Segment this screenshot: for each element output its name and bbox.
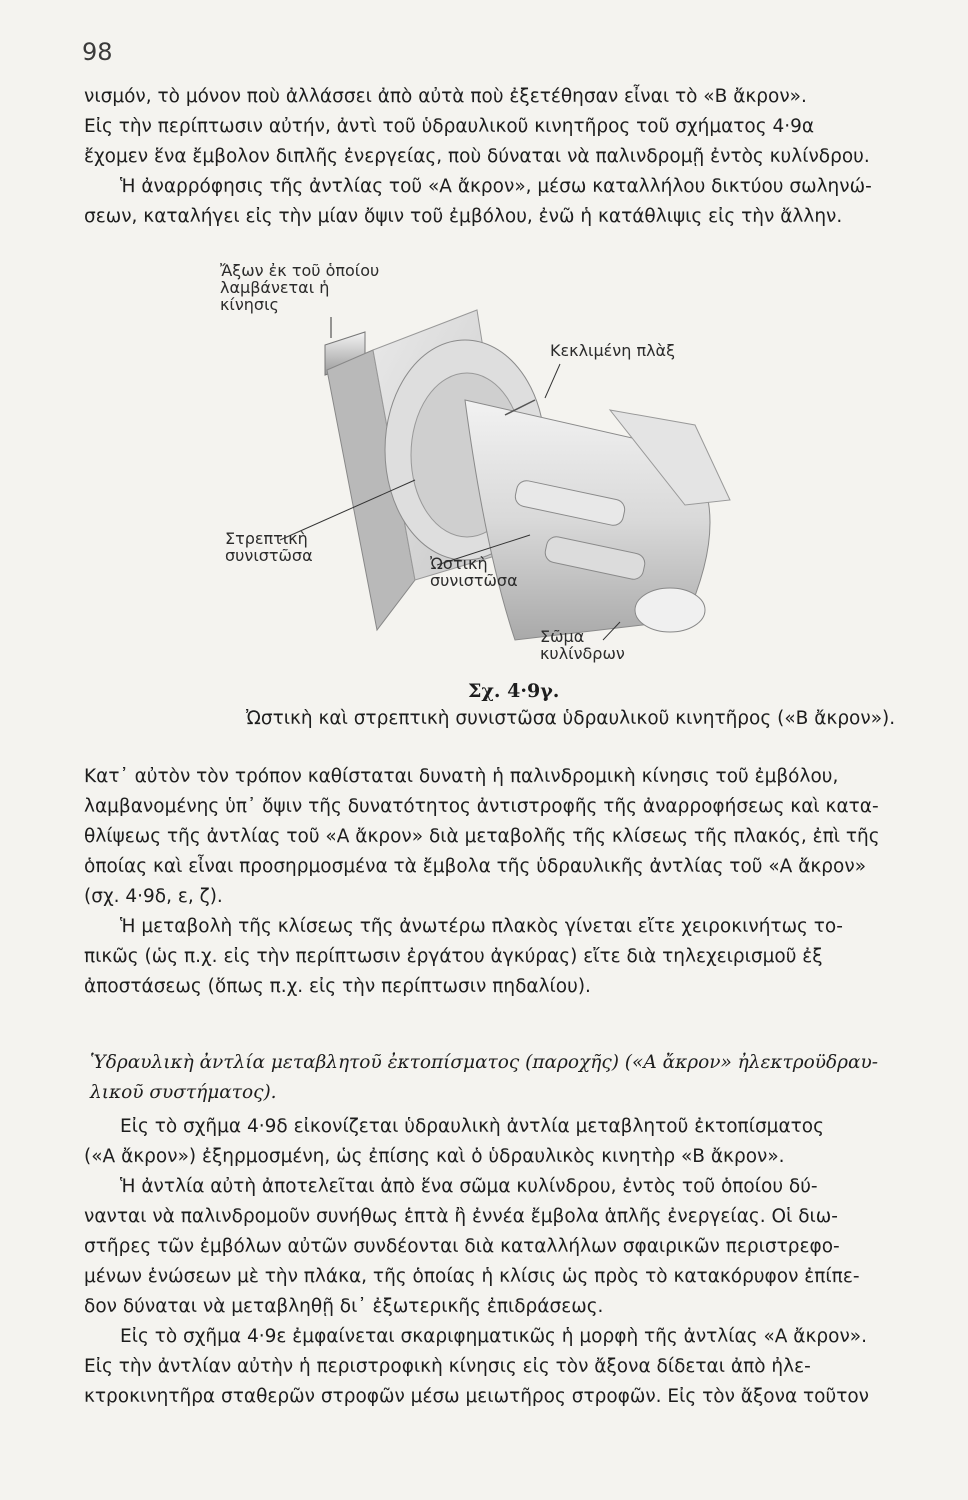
text-line: λαμβανομένης ὑπ᾽ ὄψιν τῆς δυνατότητος ἀντιστροφῆς τῆς ἀναρροφήσεως καὶ κατα- — [84, 796, 879, 817]
label-shaft: Ἄξων ἐκ τοῦ ὁποίου λαμβάνεται ἡ κίνησις — [220, 261, 380, 314]
heading-line: Ὑδραυλικὴ ἀντλία μεταβλητοῦ ἐκτοπίσματος (παροχῆς) («Α ἄκρον» ἠλεκτροϋδραυ- — [90, 1052, 879, 1073]
figure-caption: Ὠστικὴ καὶ στρεπτικὴ συνιστῶσα ὑδραυλικοῦ κινητῆρος («Β ἄκρον»). — [246, 708, 896, 729]
hydraulic-motor-illustration — [215, 250, 735, 670]
paragraph-4 — [84, 1112, 960, 1172]
text-line: μένων ἑνώσεων μὲ τὴν πλάκα, τῆς ὁποίας ἡ κλίσις ὡς πρὸς τὸ κατακόρυφον ἐπίπε- — [84, 1266, 860, 1287]
text-line: Εἰς τὸ σχῆμα 4·9δ εἰκονίζεται ὑδραυλικὴ ἀντλία μεταβλητοῦ ἐκτοπίσματος — [120, 1116, 824, 1137]
text-line: («Α ἄκρον») ἐξηρμοσμένη, ὡς ἐπίσης καὶ ὁ ὑδραυλικὸς κινητὴρ «Β ἄκρον». — [84, 1146, 785, 1167]
cylinder-bore — [635, 588, 705, 632]
text-line: κτροκινητῆρα σταθερῶν στροφῶν μέσω μειωτῆρος στροφῶν. Εἰς τὸν ἄξονα τοῦτον — [84, 1386, 869, 1407]
text-line: ἔχομεν ἕνα ἔμβολον διπλῆς ἐνεργείας, ποὺ δύναται νὰ παλινδρομῇ ἐντὸς κυλίνδρου. — [84, 146, 870, 167]
text-line: Εἰς τὸ σχῆμα 4·9ε ἐμφαίνεται σκαριφηματικῶς ἡ μορφὴ τῆς ἀντλίας «Α ἄκρον». — [120, 1326, 868, 1347]
text-line: νανται νὰ παλινδρομοῦν συνήθως ἑπτὰ ἢ ἐννέα ἔμβολα ἁπλῆς ἐνεργείας. Οἱ διω- — [84, 1206, 838, 1227]
text-line: σεων, καταλήγει εἰς τὴν μίαν ὄψιν τοῦ ἐμβόλου, ἐνῶ ἡ κατάθλιψις εἰς τὴν ἄλλην. — [84, 206, 843, 227]
text-line: θλίψεως τῆς ἀντλίας τοῦ «Α ἄκρον» διὰ μεταβολῆς τῆς κλίσεως τῆς πλακός, ἐπὶ τῆς — [84, 826, 880, 847]
paragraph-5 — [84, 1172, 960, 1322]
paragraph-3 — [84, 912, 960, 1002]
figure-number: Σχ. 4·9γ. — [468, 680, 560, 702]
text-line: Εἰς τὴν ἀντλίαν αὐτὴν ἡ περιστροφικὴ κίνησις εἰς τὸν ἄξονα δίδεται ἀπὸ ἠλε- — [84, 1356, 811, 1377]
label-torsional-component: Στρεπτικὴ συνιστῶσα — [225, 529, 313, 565]
label-cylinder-body: Σῶμα κυλίνδρων — [540, 627, 625, 663]
text-line: (σχ. 4·9δ, ε, ζ). — [84, 886, 223, 907]
intro-paragraph — [84, 82, 960, 232]
text-line: Ἡ ἀναρρόφησις τῆς ἀντλίας τοῦ «Α ἄκρον», μέσω καταλλήλου δικτύου σωληνώ- — [120, 176, 872, 197]
text-line: ὁποίας καὶ εἶναι προσηρμοσμένα τὰ ἔμβολα τῆς ὑδραυλικῆς ἀντλίας τοῦ «Α ἄκρον» — [84, 856, 867, 877]
paragraph-2 — [84, 762, 960, 912]
text-line: Εἰς τὴν περίπτωσιν αὐτήν, ἀντὶ τοῦ ὑδραυλικοῦ κινητῆρος τοῦ σχήματος 4·9α — [84, 116, 815, 137]
text-line: πικῶς (ὡς π.χ. εἰς τὴν περίπτωσιν ἐργάτου ἀγκύρας) εἴτε διὰ τηλεχειρισμοῦ ἐξ — [84, 946, 823, 967]
hydraulic-motor-figure — [215, 250, 735, 670]
text-line: ἀποστάσεως (ὅπως π.χ. εἰς τὴν περίπτωσιν πηδαλίου). — [84, 976, 591, 997]
text-line: νισμόν, τὸ μόνον ποὺ ἀλλάσσει ἀπὸ αὐτὰ ποὺ ἐξετέθησαν εἶναι τὸ «Β ἄκρον». — [84, 86, 807, 107]
text-line: Ἡ μεταβολὴ τῆς κλίσεως τῆς ἀνωτέρω πλακὸς γίνεται εἴτε χειροκινήτως το- — [120, 916, 843, 937]
label-thrust-component: Ὠστικὴ συνιστῶσα — [430, 554, 518, 590]
page-number: 98 — [82, 38, 113, 66]
heading-line: λικοῦ συστήματος). — [90, 1082, 277, 1103]
section-heading — [90, 1048, 960, 1108]
paragraph-6 — [84, 1322, 960, 1412]
text-line: Κατ᾽ αὐτὸν τὸν τρόπον καθίσταται δυνατὴ ἡ παλινδρομικὴ κίνησις τοῦ ἐμβόλου, — [84, 766, 839, 787]
label-inclined-plate: Κεκλιμένη πλὰξ — [550, 341, 676, 360]
text-line: δον δύναται νὰ μεταβληθῇ δι᾽ ἐξωτερικῆς ἐπιδράσεως. — [84, 1296, 604, 1317]
text-line: Ἡ ἀντλία αὐτὴ ἀποτελεῖται ἀπὸ ἕνα σῶμα κυλίνδρου, ἐντὸς τοῦ ὁποίου δύ- — [120, 1176, 818, 1197]
text-line: στῆρες τῶν ἐμβόλων αὐτῶν συνδέονται διὰ καταλλήλων σφαιρικῶν περιστρεφο- — [84, 1236, 840, 1257]
